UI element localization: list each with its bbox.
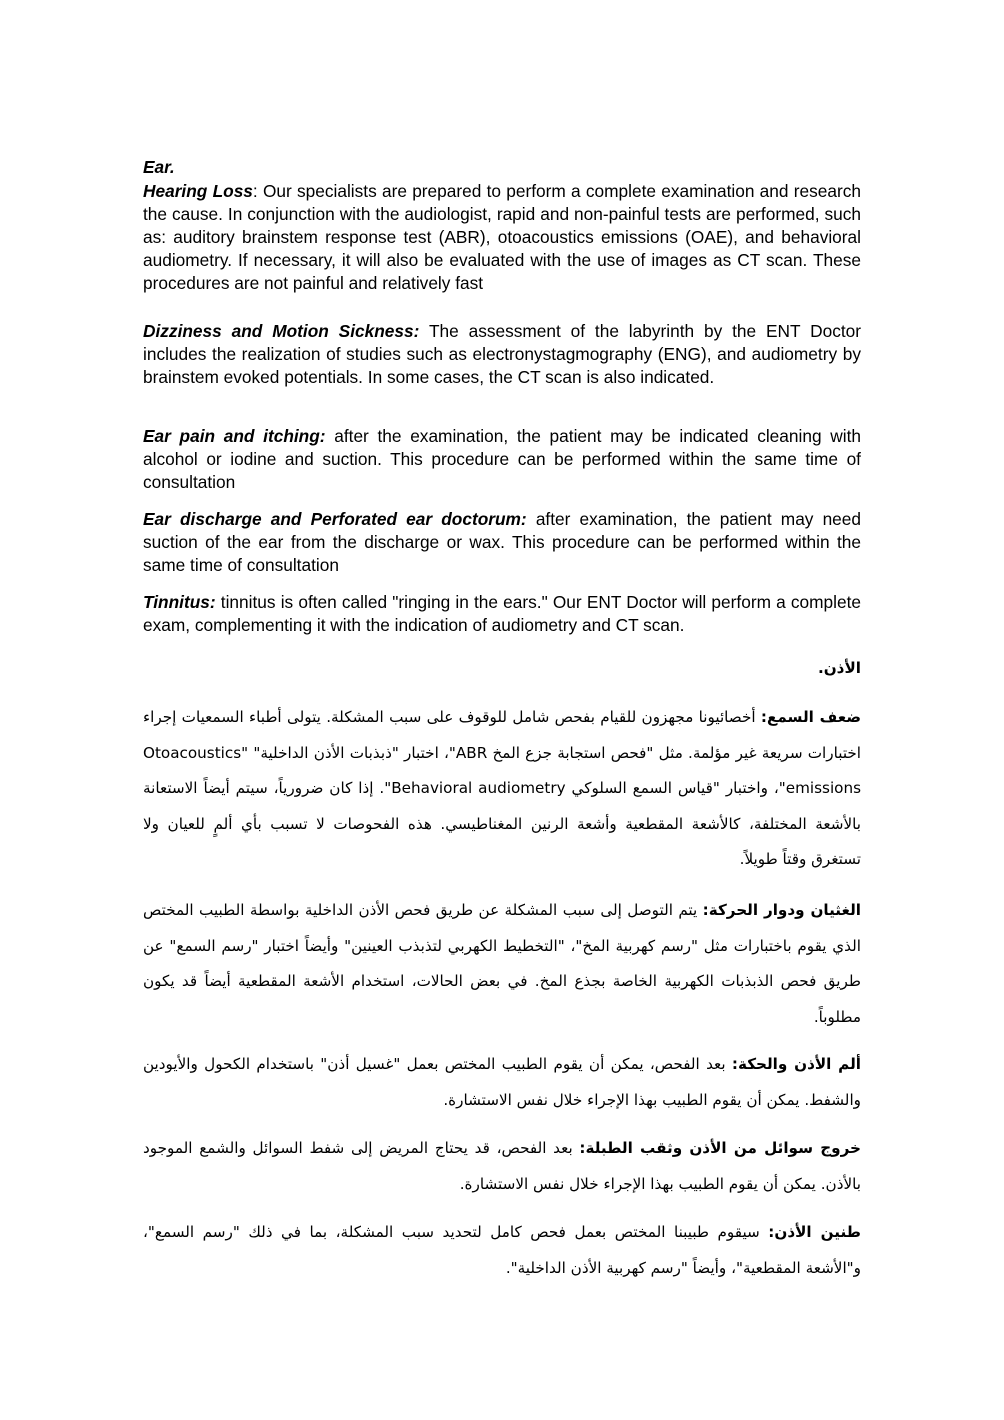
english-heading-dizziness: Dizziness and Motion Sickness:: [143, 321, 420, 341]
english-heading-ear-discharge: Ear discharge and Perforated ear doctorum:: [143, 509, 527, 529]
arabic-paragraph-ear-pain: [143, 1047, 861, 1118]
arabic-heading-ear-pain: ألم الأذن والحكة:: [731, 1055, 861, 1073]
arabic-paragraph-tinnitus: [143, 1215, 861, 1286]
arabic-title: الأذن.: [817, 659, 861, 677]
arabic-text-ear-discharge: بعد الفحص، قد يحتاج المريض إلى شفط السوائل والشمع الموجود بالأذن. يمكن أن يقوم الطبيب بهذا الإجراء خلال نفس الاستشارة.: [143, 1139, 861, 1193]
english-paragraph-dizziness: [143, 320, 861, 389]
arabic-text-dizziness: يتم التوصل إلى سبب المشكلة عن طريق فحص الأذن الداخلية بواسطة الطبيب المختص الذي يقوم باختبارات مثل "رسم كهربية المخ"، "التخطيط الكهربي لتذبذب العينين" وأيضاً اختبار "رسم السمع" عن طريق فحص الذبذبات الكهربية الخاصة بجذع المخ. في بعض الحالات، استخدام الأشعة المقطعية أيضاً قد يكون مطلوباً.: [143, 901, 861, 1026]
arabic-paragraph-ear-discharge: [143, 1131, 861, 1202]
english-paragraph-tinnitus: [143, 591, 861, 637]
english-text-dizziness: The assessment of the labyrinth by the ENT Doctor includes the realization of studies such as electronystagmography (ENG), and audiometry by brainstem evoked potentials. In some cases, the CT scan is also indicated.: [143, 321, 862, 387]
arabic-heading-tinnitus: طنين الأذن:: [768, 1223, 861, 1241]
arabic-heading-dizziness: الغثيان ودوار الحركة:: [702, 901, 861, 919]
english-paragraph-ear-pain: [143, 425, 861, 494]
arabic-heading-ear-discharge: خروج سوائل من الأذن وثقب الطبلة:: [579, 1139, 861, 1157]
english-text-ear-discharge: after examination, the patient may need suction of the ear from the discharge or wax. This procedure can be performed within the same time of consultation: [143, 509, 862, 575]
english-title: Ear.: [143, 157, 175, 177]
english-paragraph-ear-discharge: [143, 508, 861, 577]
arabic-text-tinnitus: سيقوم طبيبنا المختص بعمل فحص كامل لتحديد سبب المشكلة، بما في ذلك "رسم السمع"، و"الأشعة المقطعية"، وأيضاً "رسم كهربية الأذن الداخلية".: [143, 1223, 861, 1277]
arabic-paragraph-hearing-loss: [143, 700, 861, 878]
english-text-tinnitus: tinnitus is often called "ringing in the ears." Our ENT Doctor will perform a complete exam, complementing it with the indication of audiometry and CT scan.: [143, 592, 861, 635]
arabic-paragraph-dizziness: [143, 893, 861, 1035]
arabic-text-hearing-loss: أخصائيونا مجهزون للقيام بفحص شامل للوقوف على سبب المشكلة. يتولى أطباء السمعيات إجراء اختبارات سريعة غير مؤلمة. مثل "فحص استجابة جزع المخ ABR"، اختبار "ذبذبات الأذن الداخلية" "Otoacoustics emissions"، واختبار "قياس السمع السلوكي Behavioral audiometry". إذا كان ضرورياً، سيتم أيضاً الاستعانة بالأشعة المختلفة، كالأشعة المقطعية وأشعة الرنين المغناطيسي. هذه الفحوصات لا تسبب بأي ألمٍ للعيان ولا تستغرق وقتاً طويلاً.: [143, 708, 862, 868]
english-heading-tinnitus: Tinnitus:: [143, 592, 216, 612]
english-heading-ear-pain: Ear pain and itching:: [143, 426, 326, 446]
english-text-ear-pain: after the examination, the patient may be indicated cleaning with alcohol or iodine and suction. This procedure can be performed within the same time of consultation: [143, 426, 861, 492]
english-heading-hearing-loss: Hearing Loss: [143, 181, 253, 201]
english-text-hearing-loss: : Our specialists are prepared to perform a complete examination and research the cause. In conjunction with the audiologist, rapid and non-painful tests are performed, such as: auditory brainstem response test (ABR), otoacoustics emissions (OAE), and behavioral audiometry. If necessary, it will also be evaluated with the use of images as CT scan. These procedures are not painful and relatively fast: [143, 181, 861, 293]
arabic-text-ear-pain: بعد الفحص، يمكن أن يقوم الطبيب المختص بعمل "غسيل أذن" باستخدام الكحول والأيودين والشفط. يمكن أن يقوم الطبيب بهذا الإجراء خلال نفس الاستشارة.: [143, 1055, 861, 1109]
english-paragraph-hearing-loss: [143, 180, 861, 295]
arabic-heading-hearing-loss: ضعف السمع:: [760, 708, 861, 726]
